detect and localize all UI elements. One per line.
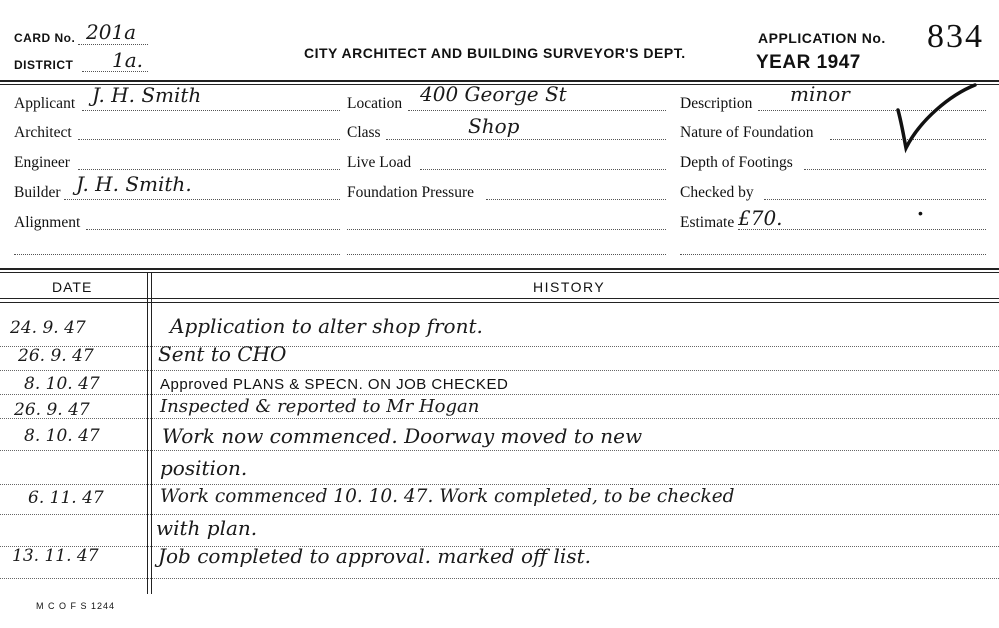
history-entry: Application to alter shop front. [170,314,483,338]
description-value: minor [790,82,850,106]
history-date: 8. 10. 47 [24,426,100,446]
engineer-label: Engineer [14,154,70,171]
engineer-line [78,169,340,170]
district-label: DISTRICT [14,58,74,72]
table-header-rule-thin [0,302,999,303]
table-top-rule-thin [0,272,999,273]
table-header-rule [0,298,999,299]
middle-extra-line [347,229,666,230]
application-number: 834 [927,18,984,55]
live-load-label: Live Load [347,154,412,171]
builder-label: Builder [14,184,61,201]
depth-line [804,169,986,170]
stray-dot: • [918,205,923,221]
location-label: Location [347,95,403,112]
estimate-value: £70. [738,206,783,230]
card-number-line [78,44,148,45]
card-number-label: CARD No. [14,31,76,45]
middle-extra-line-2 [347,254,666,255]
location-line [408,110,666,111]
row-rule [0,450,999,451]
check-mark-icon [880,80,990,155]
row-rule [0,514,999,515]
card-number-value: 201a [86,20,137,44]
history-date: 13. 11. 47 [12,546,99,566]
history-entry: Approved PLANS & SPECN. ON JOB CHECKED [160,376,509,393]
history-entry: Job completed to approval. marked off list. [158,544,591,568]
architect-line [78,139,340,140]
row-rule [0,418,999,419]
builder-value: J. H. Smith. [76,172,192,196]
row-rule [0,484,999,485]
application-number-label: APPLICATION No. [758,30,886,46]
nature-of-foundation-label: Nature of Foundation [680,124,814,141]
applicant-label: Applicant [14,95,76,112]
depth-of-footings-label: Depth of Footings [680,154,793,171]
history-header: HISTORY [533,279,606,295]
history-entry: with plan. [156,516,258,540]
history-date: 26. 9. 47 [14,400,90,420]
foundation-pressure-line [486,199,666,200]
live-load-line [420,169,666,170]
class-label: Class [347,124,381,141]
history-entry: position. [160,456,248,480]
left-extra-line [14,254,340,255]
class-value: Shop [468,114,520,138]
location-value: 400 George St [420,82,567,106]
checked-by-label: Checked by [680,184,754,201]
class-line [386,139,666,140]
row-rule [0,370,999,371]
architect-label: Architect [14,124,72,141]
alignment-line [86,229,340,230]
table-top-rule [0,268,999,270]
description-label: Description [680,95,753,112]
history-entry: Work commenced 10. 10. 47. Work completed, to be checked [160,486,735,507]
row-rule [0,346,999,347]
date-header: DATE [52,279,93,295]
row-rule [0,394,999,395]
history-date: 26. 9. 47 [18,346,94,366]
row-rule [0,578,999,579]
district-value: 1a. [112,48,144,72]
alignment-label: Alignment [14,214,81,231]
applicant-value: J. H. Smith [92,83,202,107]
applicant-line [82,110,340,111]
history-entry: Work now commenced. Doorway moved to new [162,424,643,448]
history-entry: Inspected & reported to Mr Hogan [160,396,480,417]
foundation-pressure-label: Foundation Pressure [347,184,475,201]
history-entry: Sent to CHO [158,342,287,366]
department-title: CITY ARCHITECT AND BUILDING SURVEYOR'S DEPT. [304,45,686,61]
form-code: M C O F S 1244 [36,601,116,611]
year-label: YEAR 1947 [756,52,861,73]
builder-line [64,199,340,200]
history-date: 6. 11. 47 [28,488,104,508]
estimate-label: Estimate [680,214,735,231]
checked-line [764,199,986,200]
history-date: 8. 10. 47 [24,374,100,394]
history-date: 24. 9. 47 [10,318,86,338]
right-extra-line [680,254,986,255]
